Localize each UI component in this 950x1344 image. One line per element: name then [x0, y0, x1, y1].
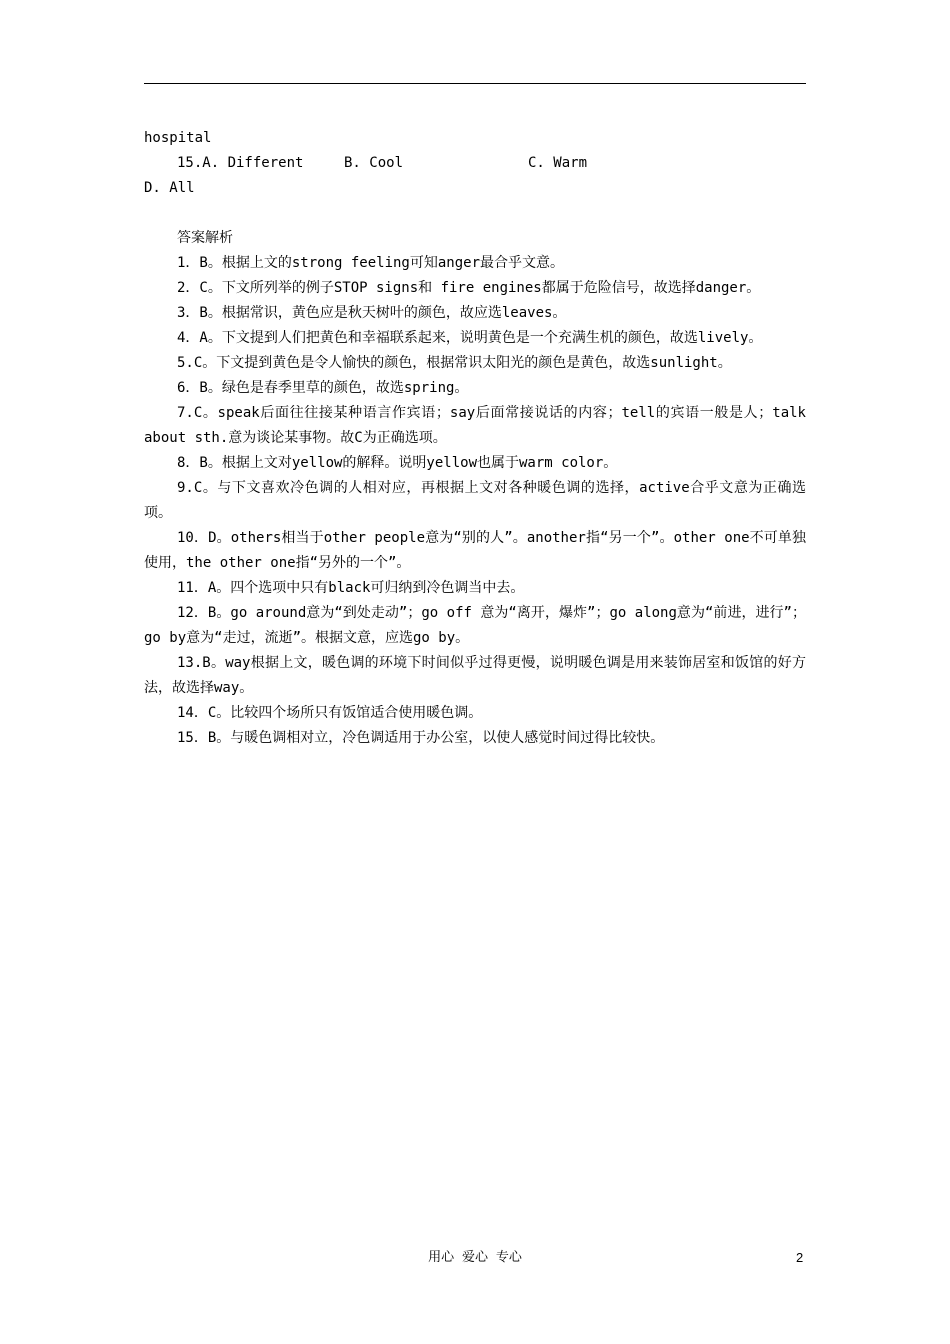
q15-option-c: C. Warm — [528, 155, 588, 171]
answer-item: 7.C。speak后面往往接某种语言作宾语；say后面常接说话的内容；tell的宾语一般是人；talk about sth.意为谈论某事物。故C为正确选项。 — [144, 405, 806, 446]
answers-list — [144, 251, 806, 751]
answer-item: 1．B。根据上文的strong feeling可知anger最合乎文意。 — [177, 255, 565, 271]
answer-item: 4．A。下文提到人们把黄色和幸福联系起来，说明黄色是一个充满生机的颜色，故选lively。 — [177, 330, 763, 346]
answer-item: 12．B。go around意为“到处走动”；go off 意为“离开，爆炸”；go along意为“前进，进行”；go by意为“走过，流逝”。根据文意，应选go by。 — [144, 605, 806, 646]
answer-item: 15．B。与暖色调相对立，冷色调适用于办公室，以使人感觉时间过得比较快。 — [177, 730, 665, 746]
answer-item: 5.C。下文提到黄色是令人愉快的颜色，根据常识太阳光的颜色是黄色，故选sunlight。 — [177, 355, 732, 371]
q15-option-d: D. All — [144, 180, 195, 196]
page-body — [144, 126, 806, 751]
question-tail: hospital — [144, 130, 212, 146]
answer-item: 2．C。下文所列举的例子STOP signs和 fire engines都属于危险信号，故选择danger。 — [177, 280, 761, 296]
answer-item: 6．B。绿色是春季里草的颜色，故选spring。 — [177, 380, 469, 396]
answer-item: 11．A。四个选项中只有black可归纳到冷色调当中去。 — [177, 580, 525, 596]
page-number: 2 — [796, 1250, 804, 1265]
q15-option-a: 15.A. Different — [177, 155, 304, 171]
answer-item: 14．C。比较四个场所只有饭馆适合使用暖色调。 — [177, 705, 483, 721]
question-15-options — [144, 151, 806, 176]
answer-item: 9.C。与下文喜欢冷色调的人相对应，再根据上文对各种暖色调的选择，active合乎文意为正确选项。 — [144, 480, 806, 521]
q15-option-b: B. Cool — [344, 155, 404, 171]
answer-item: 10．D。others相当于other people意为“别的人”。another指“另一个”。other one不可单独使用，the other one指“另外的一个”。 — [144, 530, 806, 571]
answer-item: 13.B。way根据上文，暖色调的环境下时间似乎过得更慢，说明暖色调是用来装饰居室和饭馆的好方法，故选择way。 — [144, 655, 806, 696]
answer-item: 3．B。根据常识，黄色应是秋天树叶的颜色，故应选leaves。 — [177, 305, 567, 321]
header-rule — [144, 83, 806, 84]
answers-heading: 答案解析 — [177, 230, 233, 246]
answer-item: 8．B。根据上文对yellow的解释。说明yellow也属于warm color。 — [177, 455, 618, 471]
page-footer: 用心 爱心 专心 — [428, 1250, 522, 1265]
